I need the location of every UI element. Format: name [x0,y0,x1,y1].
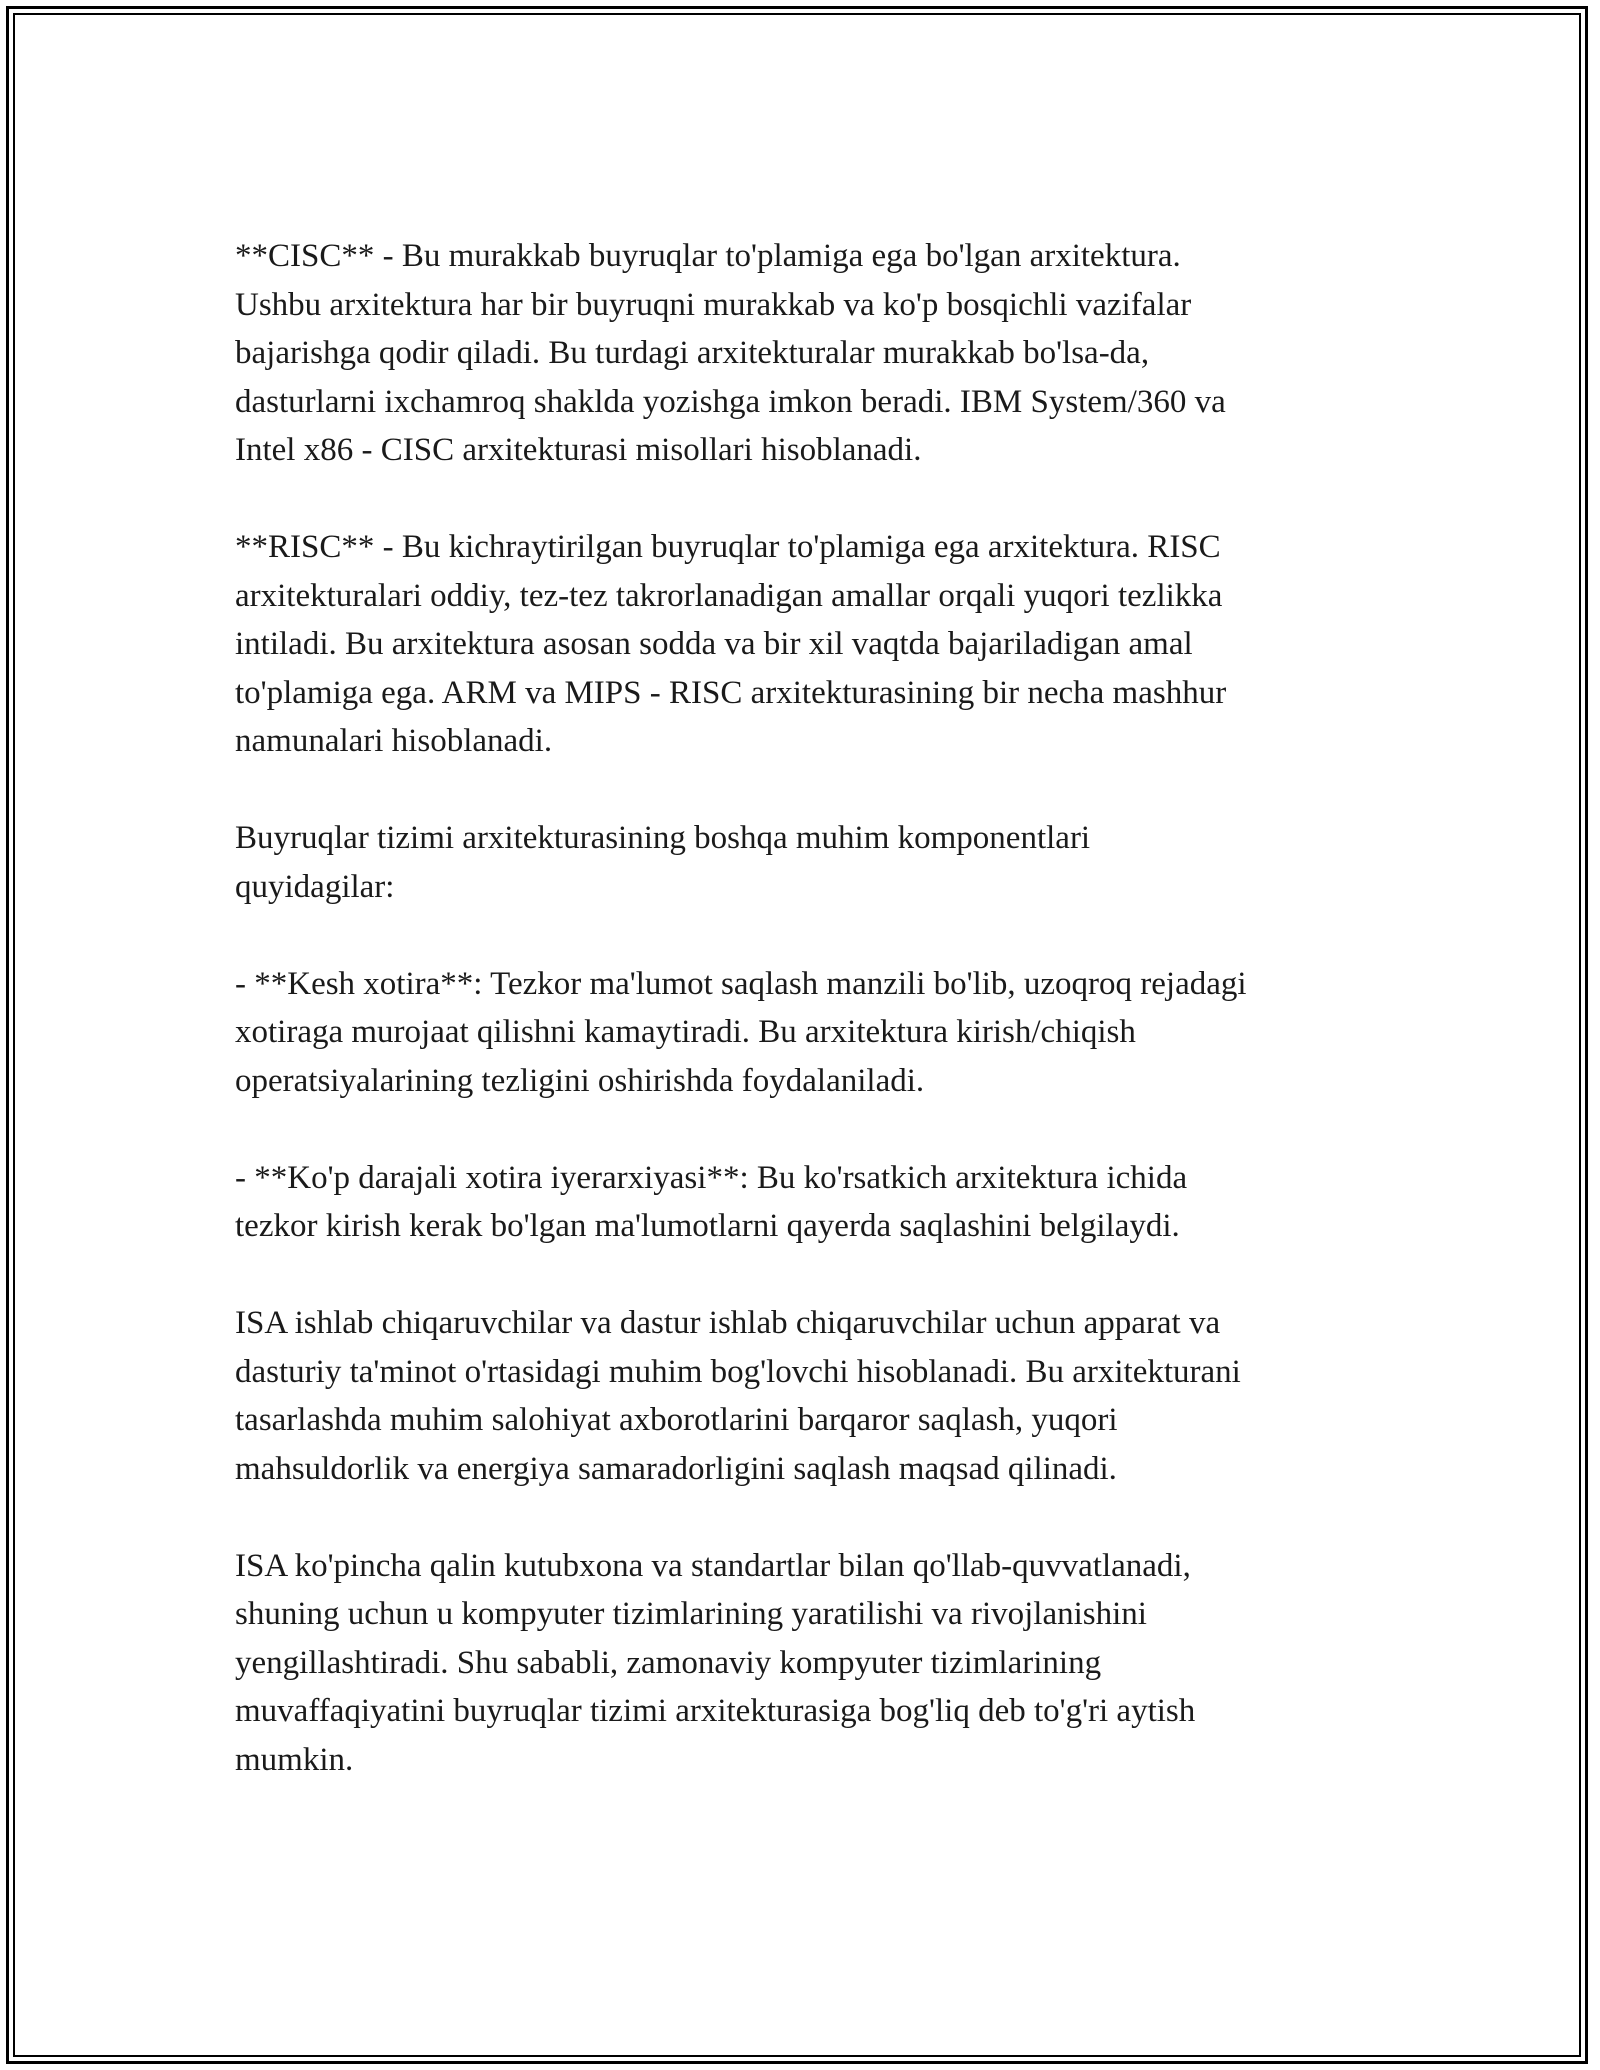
paragraph-isa-bridge: ISA ishlab chiqaruvchilar va dastur ishlab chiqaruvchilar uchun apparat va dasturiy ta'minot o'rtasidagi muhim bog'lovchi hisoblanadi. Bu arxitekturani tasarlashda muhim salohiyat axborotlarini barqaror saqlash, yuqori mahsuldorlik va energiya samaradorligini saqlash maqsad qilinadi. [235,1305,1241,1487]
list-item-cache-memory: - **Kesh xotira**: Tezkor ma'lumot saqlash manzili bo'lib, uzoqroq rejadagi xotiraga murojaat qilishni kamaytiradi. Bu arxitektura kirish/chiqish operatsiyalarining tezligini oshirishda foydalaniladi. [235,965,1247,1099]
paragraph-cisc: **CISC** - Bu murakkab buyruqlar to'plamiga ega bo'lgan arxitektura. Ushbu arxitektura har bir buyruqni murakkab va ko'p bosqichli vazifalar bajarishga qodir qiladi. Bu turdagi arxitekturalar murakkab bo'lsa-da, dasturlarni ixchamroq shaklda yozishga imkon beradi. IBM System/360 va Intel x86 - CISC arxitekturasi misollari hisoblanadi. [235,238,1226,468]
paragraph-isa-conclusion: ISA ko'pincha qalin kutubxona va standartlar bilan qo'llab-quvvatlanadi, shuning uchun u kompyuter tizimlarining yaratilishi va rivojlanishini yengillashtiradi. Shu sababli, zamonaviy kompyuter tizimlarining muvaffaqiyatini buyruqlar tizimi arxitekturasiga bog'liq deb to'g'ri aytish mumkin. [235,1547,1196,1778]
paragraph-risc: **RISC** - Bu kichraytirilgan buyruqlar to'plamiga ega arxitektura. RISC arxitekturalari oddiy, tez-tez takrorlanadigan amallar orqali yuqori tezlikka intiladi. Bu arxitektura asosan sodda va bir xil vaqtda bajariladigan amal to'plamiga ega. ARM va MIPS - RISC arxitekturasining bir necha mashhur namunalari hisoblanadi. [235,529,1227,759]
document-body [235,232,1385,1784]
paragraph-components-intro: Buyruqlar tizimi arxitekturasining boshqa muhim komponentlari quyidagilar: [235,820,1091,905]
list-item-memory-hierarchy: - **Ko'p darajali xotira iyerarxiyasi**: Bu ko'rsatkich arxitektura ichida tezkor kirish kerak bo'lgan ma'lumotlarni qayerda saqlashini belgilaydi. [235,1159,1188,1244]
